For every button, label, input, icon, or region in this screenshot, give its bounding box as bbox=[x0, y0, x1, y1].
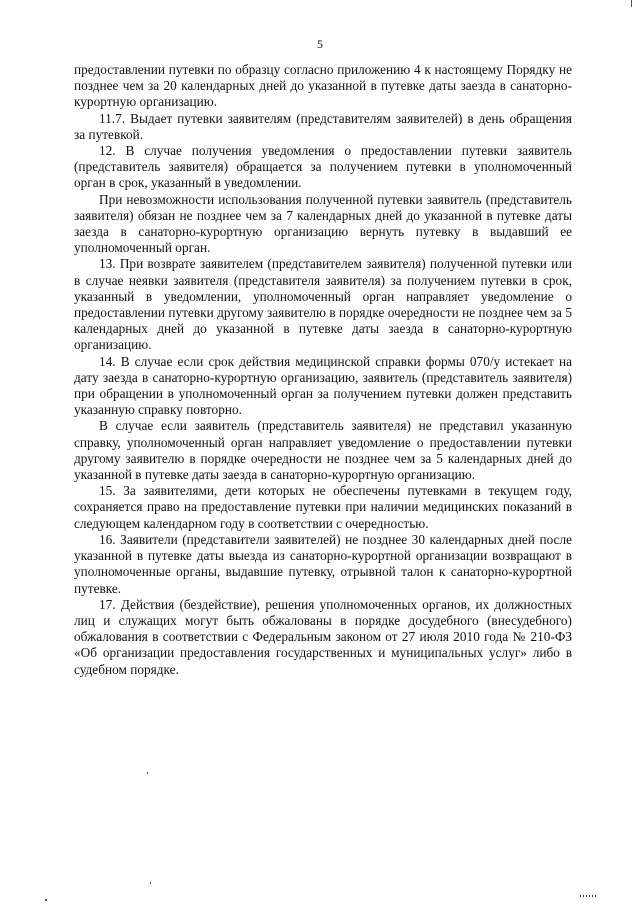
paragraph-continuation: предоставлении путевки по образцу согласно приложению 4 к настоящему Порядку не позднее чем за 20 календарных дней до указанной в путевке даты заезда в санаторно-курортную организацию. bbox=[74, 62, 572, 110]
scan-artifact-mark bbox=[45, 899, 47, 901]
paragraph-16: 16. Заявители (представители заявителей) не позднее 30 календарных дней после указанной в путевке даты выезда из санаторно-курортной организации возвращают в уполномоченные органы, выдавшие путевку, отрывной талон к санаторно-курортной путевке. bbox=[74, 531, 572, 596]
paragraph-13: 13. При возврате заявителем (представителем заявителя) полученной путевки или в случае неявки заявителя (представителя заявителя) за получением путевки в срок, указанный в уведомлении, уполномоченный орган направляет уведомление о предоставлении путевки другому заявителю в порядке очередности не позднее чем за 5 календарных дней до указанной в путевке даты заезда в санаторно-курортную организацию. bbox=[74, 256, 572, 353]
paragraph-14: 14. В случае если срок действия медицинской справки формы 070/у истекает на дату заезда в санаторно-курортную организацию, заявитель (представитель заявителя) при обращении в уполномоченный орган за получением путевки должен представить указанную справку повторно. bbox=[74, 353, 572, 418]
paragraph-12-return: При невозможности использования полученной путевки заявитель (представитель заявителя) обязан не позднее чем за 7 календарных дней до указанной в путевке даты заезда в санаторно-курортную организацию вернуть путевку в выдавший ее уполномоченный орган. bbox=[74, 191, 572, 256]
paragraph-17: 17. Действия (бездействие), решения уполномоченных органов, их должностных лиц и служащих могут быть обжалованы в порядке досудебного (внесудебного) обжалования в соответствии с Федеральным законом от 27 июля 2010 года № 210-ФЗ «Об организации предоставления государственных и муниципальных услуг» либо в судебном порядке. bbox=[74, 596, 572, 677]
paragraph-11-7: 11.7. Выдает путевки заявителям (представителям заявителей) в день обращения за путевкой. bbox=[74, 110, 572, 142]
scan-artifact-mark bbox=[580, 895, 596, 897]
paragraph-15: 15. За заявителями, дети которых не обеспечены путевками в текущем году, сохраняется право на предоставление путевки при наличии медицинских показаний в следующем календарном году в соответствии с очередностью. bbox=[74, 483, 572, 531]
scan-artifact-mark bbox=[631, 0, 632, 7]
page-number: 5 bbox=[317, 37, 323, 51]
paragraph-14-missing-certificate: В случае если заявитель (представитель заявителя) не представил указанную справку, уполномоченный орган направляет уведомление о предоставлении путевки другому заявителю в порядке очередности не позднее чем за 5 календарных дней до указанной в путевке даты заезда в санаторно-курортную организацию. bbox=[74, 418, 572, 483]
scan-artifact-mark bbox=[150, 882, 151, 884]
scan-artifact-mark bbox=[147, 772, 148, 774]
document-body bbox=[74, 62, 572, 678]
paragraph-12: 12. В случае получения уведомления о предоставлении путевки заявитель (представитель заявителя) обращается за получением путевки в уполномоченный орган в срок, указанный в уведомлении. bbox=[74, 143, 572, 191]
